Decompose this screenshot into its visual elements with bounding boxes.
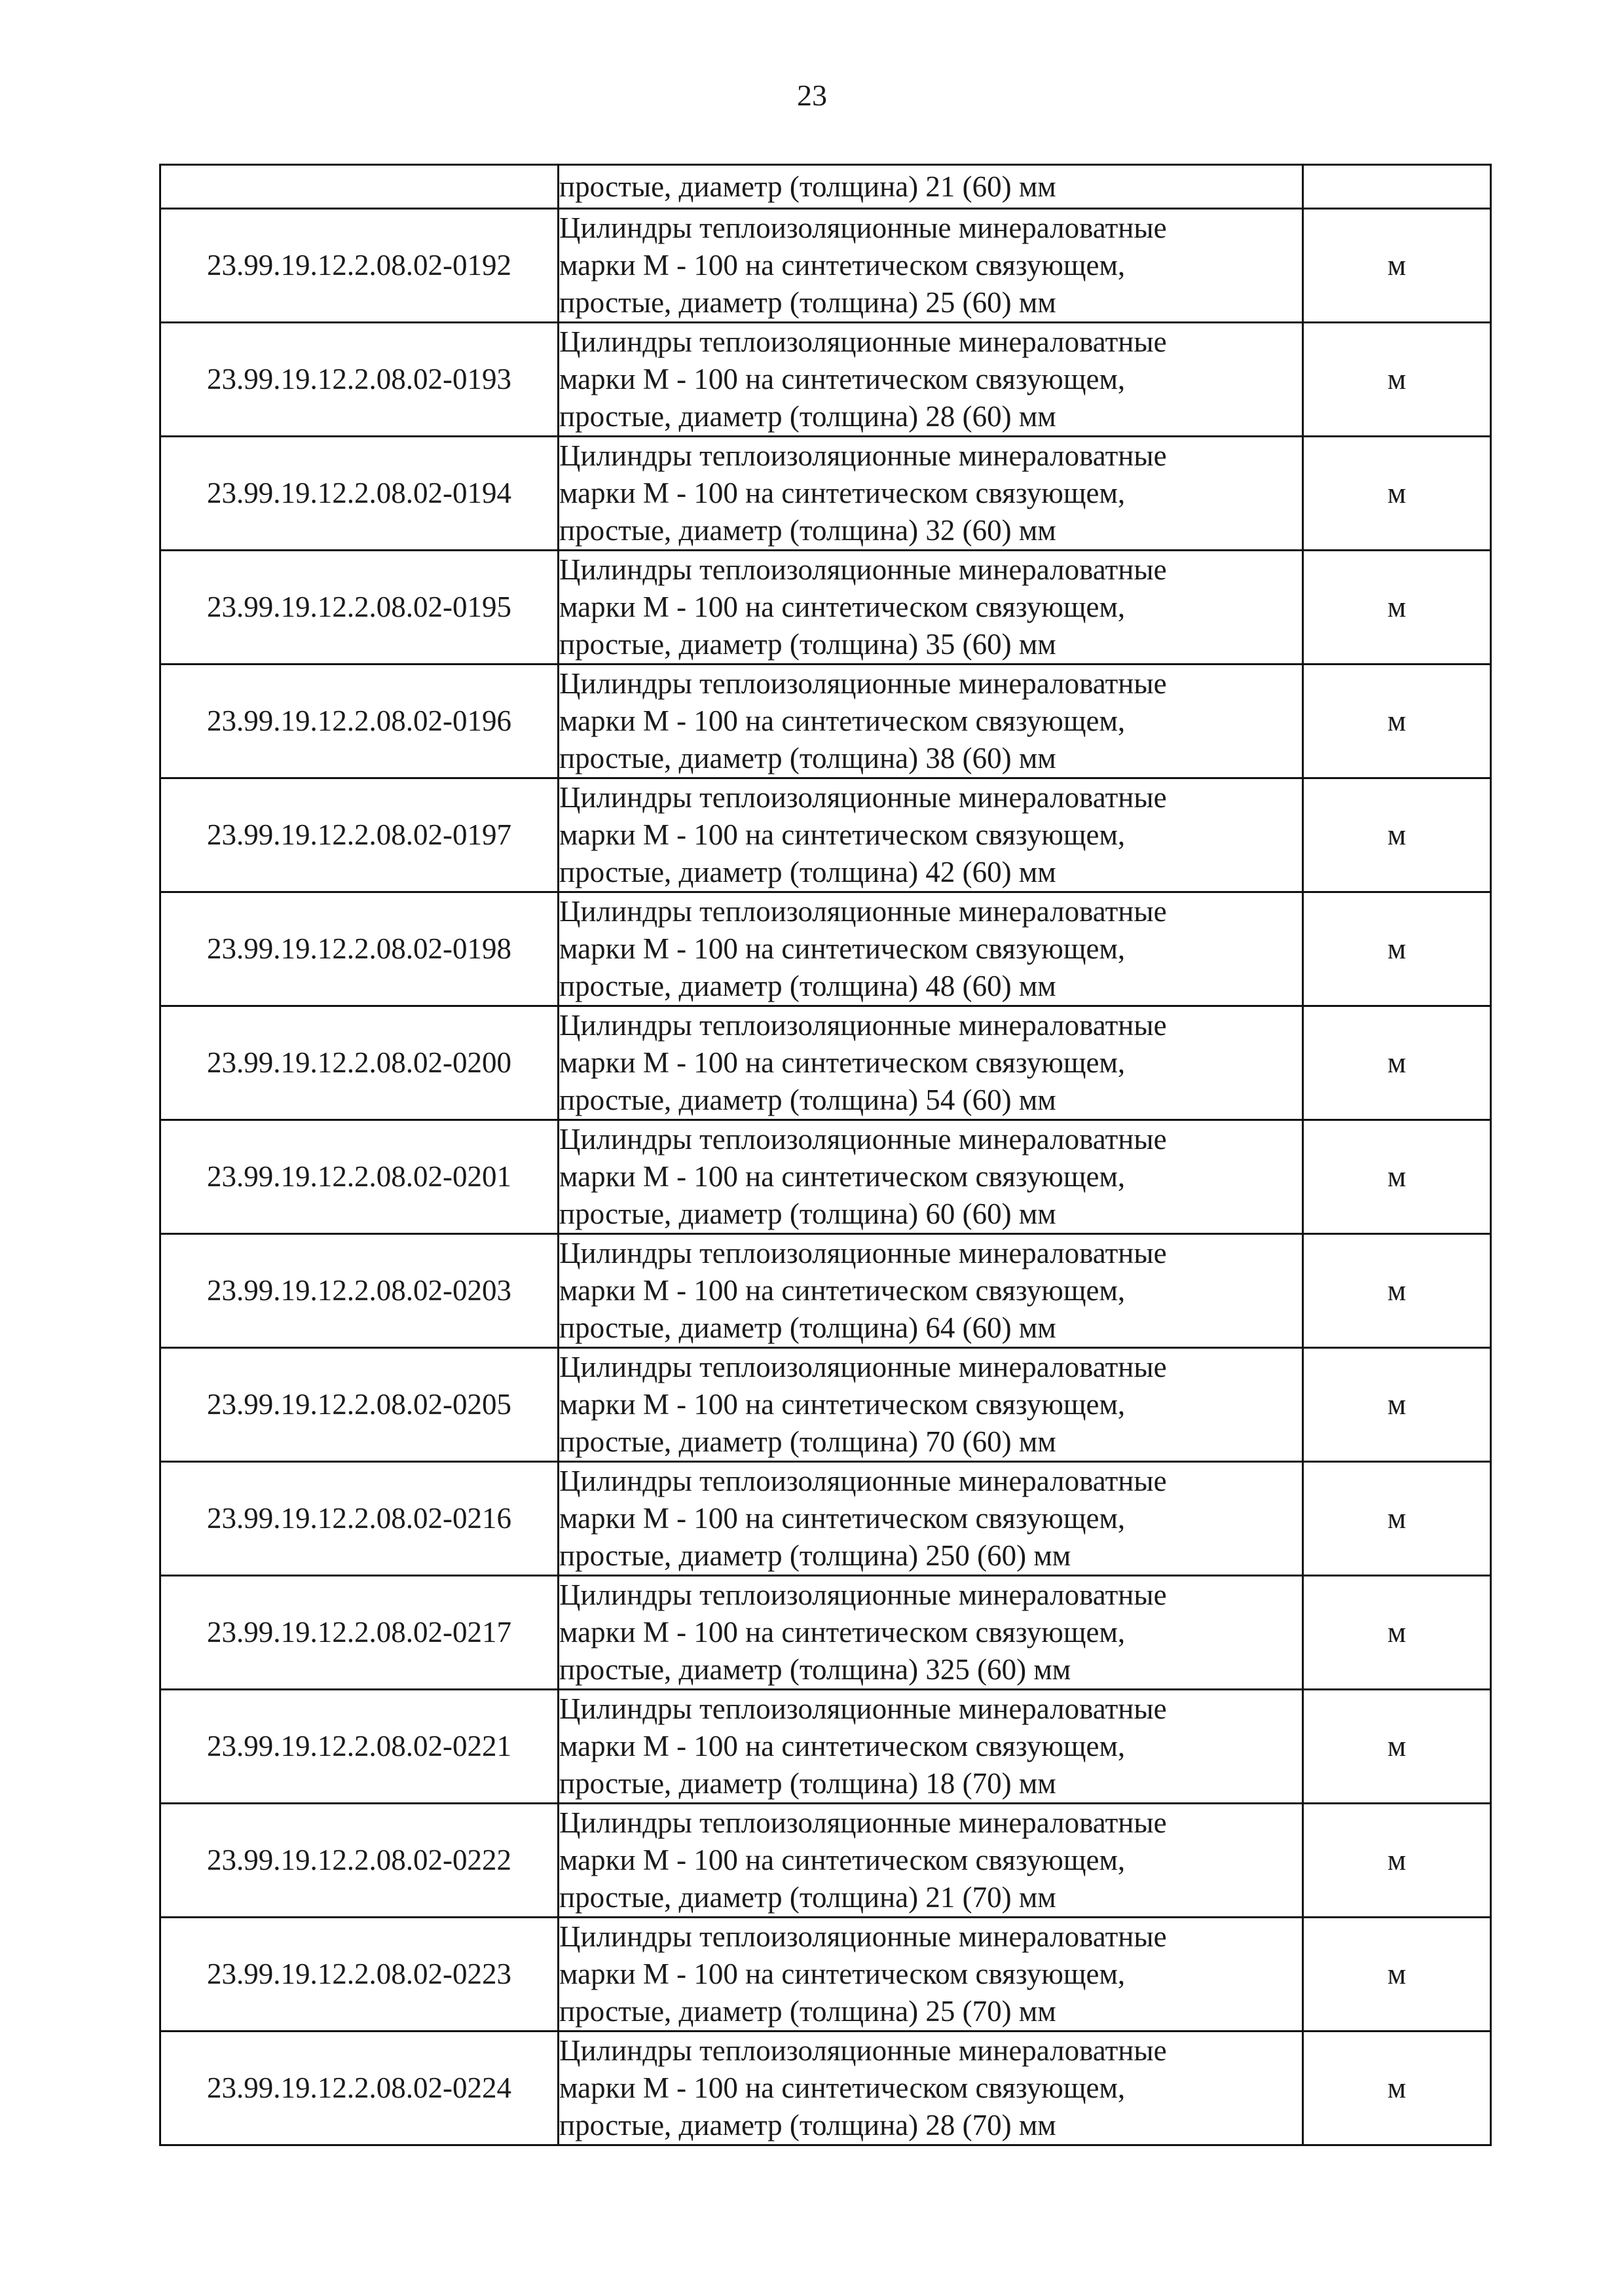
- table-row: [160, 665, 1491, 778]
- name-cell: Цилиндры теплоизоляционные минераловатные марки М - 100 на синтетическом связующем, простые, диаметр (толщина) 21 (70) мм: [559, 1804, 1303, 1918]
- unit-cell: м: [1303, 1120, 1491, 1234]
- name-cell: Цилиндры теплоизоляционные минераловатные марки М - 100 на синтетическом связующем, простые, диаметр (толщина) 25 (70) мм: [559, 1918, 1303, 2032]
- code-cell: 23.99.19.12.2.08.02-0192: [160, 209, 559, 323]
- code-cell: 23.99.19.12.2.08.02-0200: [160, 1006, 559, 1120]
- code-cell: 23.99.19.12.2.08.02-0223: [160, 1918, 559, 2032]
- code-cell: 23.99.19.12.2.08.02-0201: [160, 1120, 559, 1234]
- table-row: [160, 778, 1491, 892]
- table-row: [160, 1234, 1491, 1348]
- unit-cell: м: [1303, 323, 1491, 437]
- name-cell: Цилиндры теплоизоляционные минераловатные марки М - 100 на синтетическом связующем, простые, диаметр (толщина) 54 (60) мм: [559, 1006, 1303, 1120]
- unit-cell: м: [1303, 1690, 1491, 1804]
- unit-cell: м: [1303, 1576, 1491, 1690]
- name-cell: Цилиндры теплоизоляционные минераловатные марки М - 100 на синтетическом связующем, простые, диаметр (толщина) 250 (60) мм: [559, 1462, 1303, 1576]
- code-cell: 23.99.19.12.2.08.02-0193: [160, 323, 559, 437]
- unit-cell: м: [1303, 1918, 1491, 2032]
- unit-cell: м: [1303, 1804, 1491, 1918]
- unit-cell: м: [1303, 551, 1491, 665]
- code-cell: 23.99.19.12.2.08.02-0205: [160, 1348, 559, 1462]
- name-cell: Цилиндры теплоизоляционные минераловатные марки М - 100 на синтетическом связующем, простые, диаметр (толщина) 28 (70) мм: [559, 2032, 1303, 2145]
- table-row: [160, 892, 1491, 1006]
- name-cell: Цилиндры теплоизоляционные минераловатные марки М - 100 на синтетическом связующем, простые, диаметр (толщина) 325 (60) мм: [559, 1576, 1303, 1690]
- name-cell: простые, диаметр (толщина) 21 (60) мм: [559, 165, 1303, 209]
- name-cell: Цилиндры теплоизоляционные минераловатные марки М - 100 на синтетическом связующем, простые, диаметр (толщина) 60 (60) мм: [559, 1120, 1303, 1234]
- code-cell: 23.99.19.12.2.08.02-0224: [160, 2032, 559, 2145]
- table-row: [160, 1804, 1491, 1918]
- table-row-continuation: [160, 165, 1491, 209]
- table-body: [160, 165, 1491, 2145]
- table-row: [160, 1006, 1491, 1120]
- unit-cell: м: [1303, 437, 1491, 551]
- code-cell: 23.99.19.12.2.08.02-0216: [160, 1462, 559, 1576]
- unit-cell: м: [1303, 1234, 1491, 1348]
- code-cell: 23.99.19.12.2.08.02-0203: [160, 1234, 559, 1348]
- code-cell: 23.99.19.12.2.08.02-0196: [160, 665, 559, 778]
- table-row: [160, 551, 1491, 665]
- name-cell: Цилиндры теплоизоляционные минераловатные марки М - 100 на синтетическом связующем, простые, диаметр (толщина) 28 (60) мм: [559, 323, 1303, 437]
- unit-cell: м: [1303, 665, 1491, 778]
- name-cell: Цилиндры теплоизоляционные минераловатные марки М - 100 на синтетическом связующем, простые, диаметр (толщина) 18 (70) мм: [559, 1690, 1303, 1804]
- table-row: [160, 1690, 1491, 1804]
- table-row: [160, 1120, 1491, 1234]
- name-cell: Цилиндры теплоизоляционные минераловатные марки М - 100 на синтетическом связующем, простые, диаметр (толщина) 25 (60) мм: [559, 209, 1303, 323]
- unit-cell: [1303, 165, 1491, 209]
- unit-cell: м: [1303, 2032, 1491, 2145]
- code-cell: 23.99.19.12.2.08.02-0198: [160, 892, 559, 1006]
- unit-cell: м: [1303, 778, 1491, 892]
- name-cell: Цилиндры теплоизоляционные минераловатные марки М - 100 на синтетическом связующем, простые, диаметр (толщина) 64 (60) мм: [559, 1234, 1303, 1348]
- table-row: [160, 2032, 1491, 2145]
- table-row: [160, 209, 1491, 323]
- code-cell: 23.99.19.12.2.08.02-0195: [160, 551, 559, 665]
- code-cell: 23.99.19.12.2.08.02-0194: [160, 437, 559, 551]
- table-row: [160, 1348, 1491, 1462]
- table-row: [160, 1576, 1491, 1690]
- code-cell: [160, 165, 559, 209]
- code-cell: 23.99.19.12.2.08.02-0221: [160, 1690, 559, 1804]
- materials-table: [159, 164, 1492, 2146]
- name-cell: Цилиндры теплоизоляционные минераловатные марки М - 100 на синтетическом связующем, простые, диаметр (толщина) 42 (60) мм: [559, 778, 1303, 892]
- table-row: [160, 437, 1491, 551]
- table-row: [160, 1462, 1491, 1576]
- code-cell: 23.99.19.12.2.08.02-0217: [160, 1576, 559, 1690]
- name-cell: Цилиндры теплоизоляционные минераловатные марки М - 100 на синтетическом связующем, простые, диаметр (толщина) 70 (60) мм: [559, 1348, 1303, 1462]
- name-cell: Цилиндры теплоизоляционные минераловатные марки М - 100 на синтетическом связующем, простые, диаметр (толщина) 38 (60) мм: [559, 665, 1303, 778]
- unit-cell: м: [1303, 1006, 1491, 1120]
- unit-cell: м: [1303, 209, 1491, 323]
- name-cell: Цилиндры теплоизоляционные минераловатные марки М - 100 на синтетическом связующем, простые, диаметр (толщина) 48 (60) мм: [559, 892, 1303, 1006]
- page-number: 23: [797, 79, 827, 112]
- code-cell: 23.99.19.12.2.08.02-0197: [160, 778, 559, 892]
- table-row: [160, 323, 1491, 437]
- unit-cell: м: [1303, 1348, 1491, 1462]
- table-row: [160, 1918, 1491, 2032]
- name-cell: Цилиндры теплоизоляционные минераловатные марки М - 100 на синтетическом связующем, простые, диаметр (толщина) 32 (60) мм: [559, 437, 1303, 551]
- unit-cell: м: [1303, 892, 1491, 1006]
- code-cell: 23.99.19.12.2.08.02-0222: [160, 1804, 559, 1918]
- unit-cell: м: [1303, 1462, 1491, 1576]
- name-cell: Цилиндры теплоизоляционные минераловатные марки М - 100 на синтетическом связующем, простые, диаметр (толщина) 35 (60) мм: [559, 551, 1303, 665]
